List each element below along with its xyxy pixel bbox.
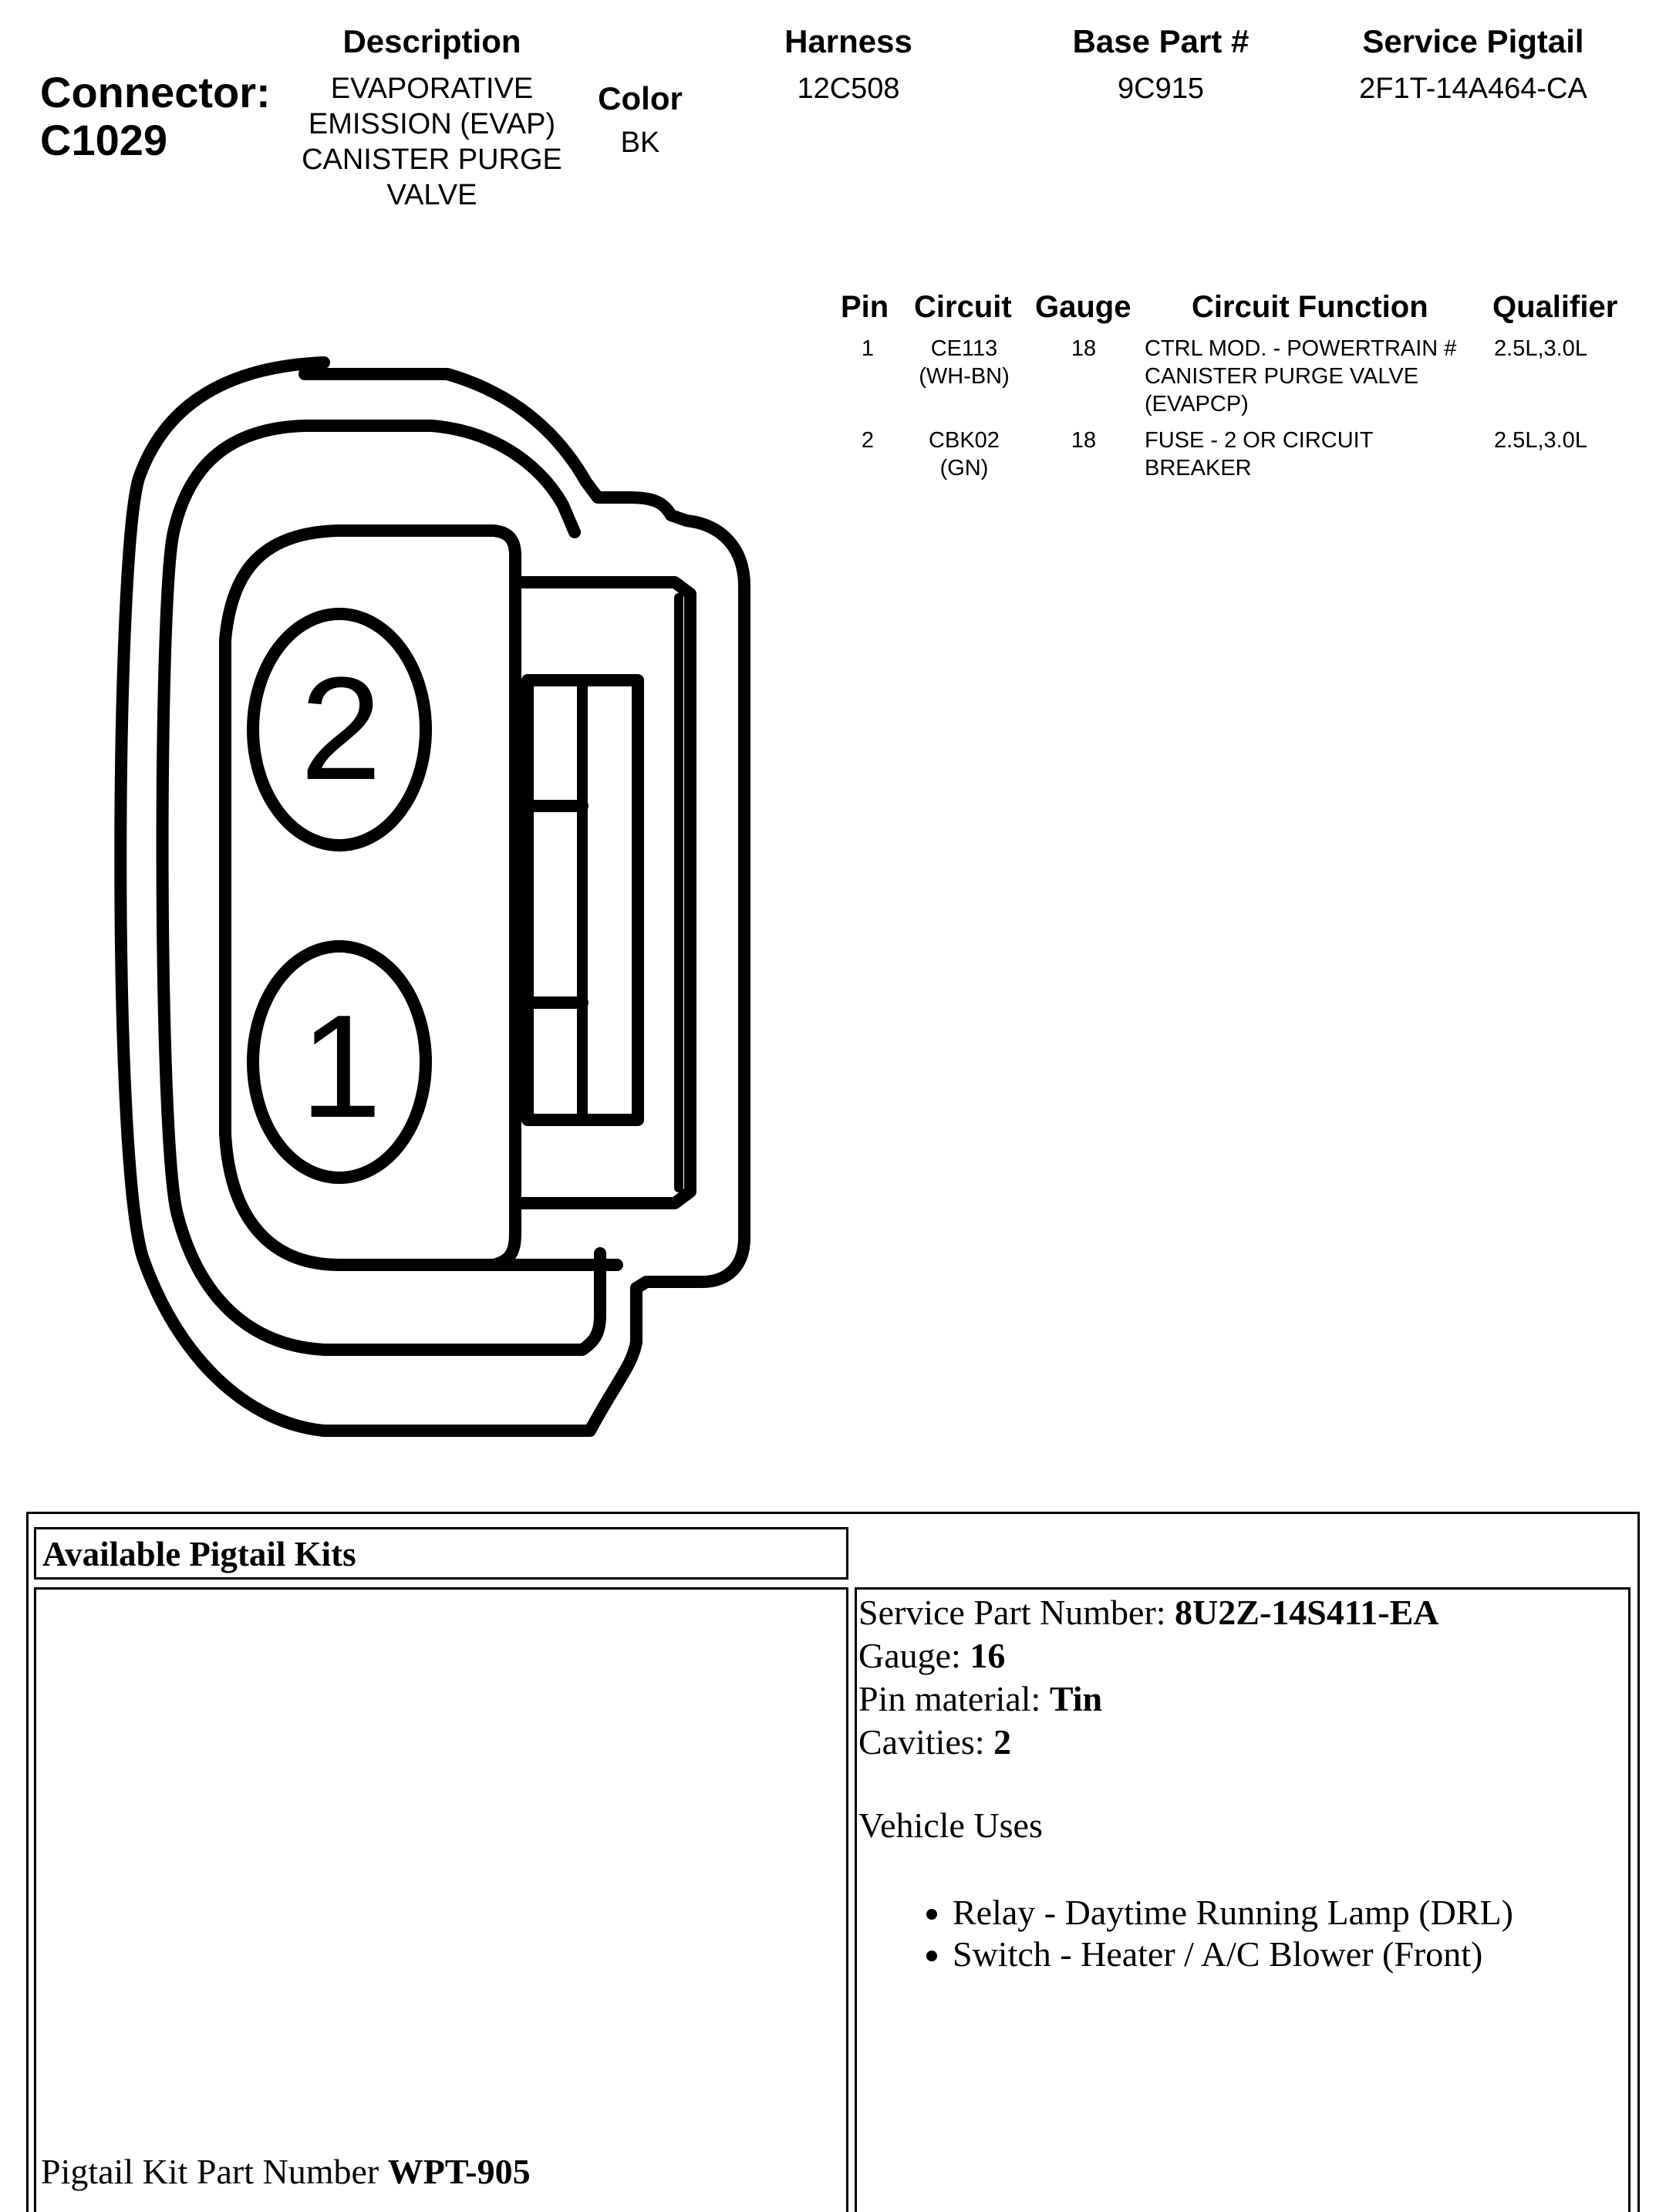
gauge-header: Gauge — [1035, 290, 1131, 324]
circuit-cell — [902, 335, 1026, 390]
qualifier-cell: 2.5L,3.0L — [1494, 428, 1587, 453]
service-part-number — [858, 1591, 1513, 1634]
circuit-header: Circuit — [914, 290, 1012, 324]
function-line: CTRL MOD. - POWERTRAIN # — [1145, 336, 1457, 361]
pin-material-value: Tin — [1049, 1679, 1103, 1718]
circuit-function-header: Circuit Function — [1192, 290, 1428, 324]
color-value: BK — [620, 126, 660, 159]
gauge-cell: 18 — [1071, 428, 1097, 453]
circuit-function-cell — [1145, 335, 1492, 418]
color-header: Color — [598, 80, 683, 116]
cavity-enclosure-top — [339, 531, 515, 1265]
circuit-function-cell — [1145, 427, 1492, 482]
wire-color: (WH-BN) — [919, 364, 1010, 389]
function-line: (EVAPCP) — [1145, 392, 1249, 416]
connector-label: Connector: — [40, 68, 271, 116]
base-part-header: Base Part # — [1072, 23, 1250, 59]
pin-number: 2 — [861, 428, 875, 453]
circuit-cell — [902, 427, 1026, 482]
service-pigtail-value: 2F1T-14A464-CA — [1359, 72, 1587, 105]
service-pigtail-header: Service Pigtail — [1362, 23, 1584, 59]
service-part-label: Service Part Number: — [858, 1593, 1175, 1632]
pin-header: Pin — [841, 290, 889, 324]
description-line: VALVE — [386, 179, 477, 211]
pigtail-specs — [858, 1591, 1513, 1975]
cavities-label: Cavities: — [858, 1722, 994, 1762]
function-line: CANISTER PURGE VALVE — [1145, 364, 1419, 389]
description-line: EMISSION (EVAP) — [308, 108, 556, 140]
kit-part-value: WPT-905 — [387, 2152, 531, 2191]
connector-id: C1029 — [40, 116, 168, 164]
qualifier-header: Qualifier — [1492, 290, 1618, 324]
list-item: • Switch - Heater / A/C Blower (Front) — [953, 1934, 1513, 1975]
pigtail-kits-title: Available Pigtail Kits — [42, 1535, 356, 1573]
vehicle-uses-heading: Vehicle Uses — [858, 1806, 1043, 1845]
base-part-value: 9C915 — [1118, 72, 1204, 105]
function-line: FUSE - 2 OR CIRCUIT — [1145, 428, 1374, 453]
connector-middle-outline-top — [305, 426, 575, 532]
pigtail-kits-title-box — [34, 1527, 848, 1580]
gauge-value: 16 — [970, 1636, 1006, 1675]
pin-number: 1 — [861, 336, 875, 361]
cavity-2-label: 2 — [300, 647, 382, 811]
service-part-value: 8U2Z-14S411-EA — [1175, 1593, 1439, 1632]
function-line: BREAKER — [1145, 456, 1252, 481]
harness-value: 12C508 — [797, 72, 900, 105]
gauge-spec — [858, 1634, 1513, 1678]
kit-part-label: Pigtail Kit Part Number — [41, 2152, 388, 2191]
harness-header: Harness — [784, 23, 912, 59]
pigtail-image-panel — [34, 1587, 848, 2212]
circuit-id: CBK02 — [929, 428, 1000, 453]
pin-material-label: Pin material: — [858, 1679, 1050, 1718]
list-item: • Relay - Daytime Running Lamp (DRL) — [953, 1892, 1513, 1934]
cavities-spec — [858, 1721, 1513, 1764]
description-line: CANISTER PURGE — [302, 143, 562, 176]
cavities-value: 2 — [993, 1722, 1012, 1762]
cavity-1-label: 1 — [300, 985, 382, 1148]
gauge-label: Gauge: — [858, 1636, 970, 1675]
wire-color: (GN) — [939, 456, 989, 481]
connector-face-diagram — [0, 0, 771, 1465]
pigtail-kit-part-number — [41, 2151, 531, 2192]
circuit-id: CE113 — [930, 336, 998, 361]
vehicle-uses-list — [858, 1892, 1513, 1975]
pin-material-spec — [858, 1678, 1513, 1721]
description-line: EVAPORATIVE — [330, 72, 534, 105]
pigtail-details-panel — [855, 1587, 1631, 2212]
gauge-cell: 18 — [1071, 336, 1097, 361]
qualifier-cell: 2.5L,3.0L — [1494, 336, 1587, 361]
description-header: Description — [342, 23, 521, 59]
